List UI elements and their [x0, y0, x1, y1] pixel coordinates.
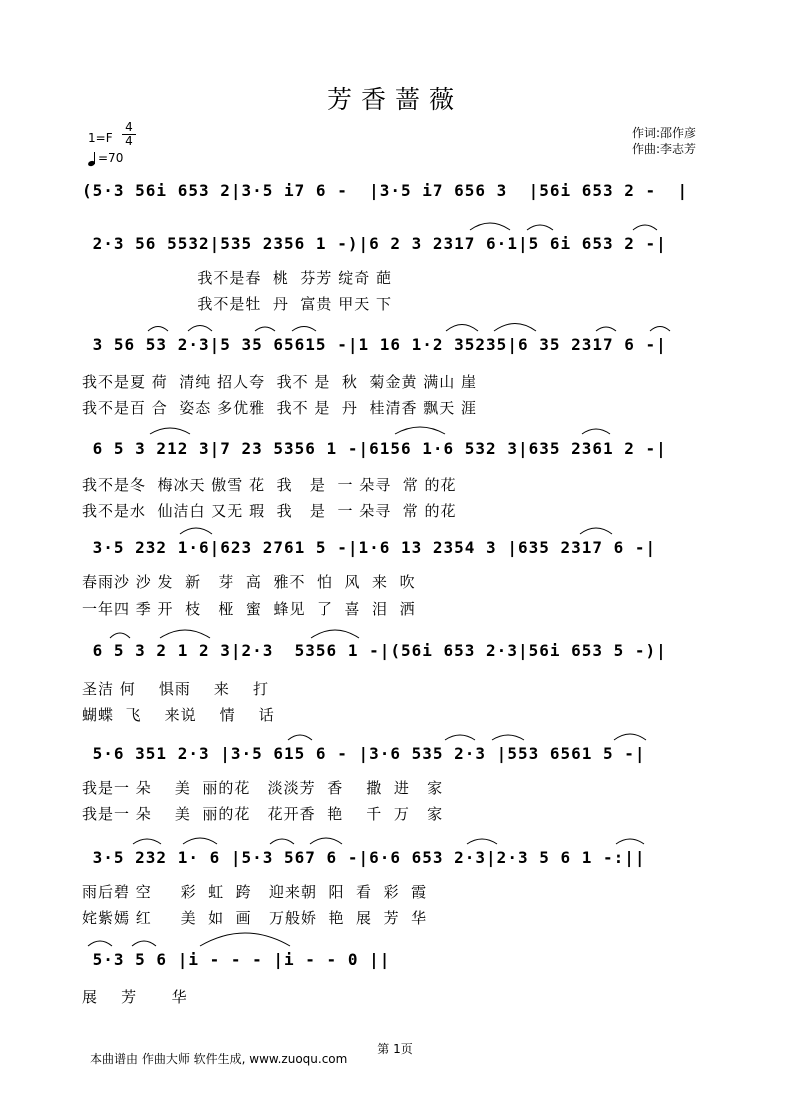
slur-mark [633, 225, 657, 230]
footer-credit: 本曲谱由 作曲大师 软件生成, www.zuoqu.com [90, 1052, 348, 1066]
slur-mark [180, 528, 212, 534]
slur-mark [492, 735, 524, 740]
key-signature: 1=F [88, 131, 113, 145]
slur-mark [148, 327, 168, 332]
lyric-row-8-verse-1: 雨后碧 空 彩 虹 跨 迎来朝 阳 看 彩 霞 [82, 883, 428, 901]
slur-mark [494, 324, 536, 332]
score-row-2: 2·3 56 5532|535 2356 1 -)|6 2 3 2317 6·1|5 6i 653 2 -| [82, 234, 667, 253]
slur-mark [445, 735, 475, 740]
slur-mark [133, 839, 161, 844]
slur-mark [255, 327, 275, 331]
song-title: 芳香蔷薇 [326, 85, 463, 114]
score-row-6: 6 5 3 2 1 2 3|2·3 5356 1 -|(56i 653 2·3|56i 653 5 -)| [82, 641, 667, 660]
slur-mark [470, 223, 510, 230]
lyricist: 作词:邵作彦 [632, 126, 697, 140]
slur-mark [582, 429, 610, 434]
score-row-7: 5·6 351 2·3 |3·5 615 6 - |3·6 535 2·3 |553 6561 5 -| [82, 744, 646, 763]
slur-mark [467, 839, 497, 844]
slur-mark [270, 839, 294, 844]
slur-mark [616, 839, 644, 844]
lyric-row-5-verse-2: 一年四 季 开 枝 桠 蜜 蜂见 了 喜 泪 洒 [82, 600, 416, 618]
tempo-value: =70 [98, 151, 124, 165]
slur-mark [132, 941, 156, 946]
lyric-row-4-verse-2: 我不是水 仙洁白 又无 瑕 我 是 一 朵寻 常 的花 [82, 502, 457, 520]
slur-mark [527, 225, 553, 230]
slur-mark [614, 734, 646, 740]
score-row-3: 3 56 53 2·3|5 35 65615 -|1 16 1·2 35235|6 35 2317 6 -| [82, 335, 667, 354]
time-signature-top: 4 [125, 120, 133, 134]
lyric-row-6-verse-1: 圣洁 何 惧雨 来 打 [82, 680, 269, 698]
lyric-row-2-verse-1: 我不是春 桃 芬芳 绽奇 葩 [82, 269, 392, 287]
slur-mark [311, 630, 359, 638]
lyric-row-7-verse-1: 我是一 朵 美 丽的花 淡淡芳 香 撒 进 家 [82, 779, 444, 797]
score-row-9: 5·3 5 6 |i - - - |i - - 0 || [82, 950, 391, 969]
slur-mark [650, 327, 670, 332]
lyric-row-4-verse-1: 我不是冬 梅冰天 傲雪 花 我 是 一 朵寻 常 的花 [82, 476, 457, 494]
lyric-row-5-verse-1: 春雨沙 沙 发 新 芽 高 雅不 怕 风 来 吹 [82, 573, 416, 591]
lyric-row-3-verse-2: 我不是百 合 姿态 多优雅 我不 是 丹 桂清香 飘天 涯 [82, 399, 477, 417]
slur-mark [110, 633, 130, 638]
slur-mark [292, 327, 316, 332]
lyric-row-2-verse-2: 我不是牡 丹 富贵 甲天 下 [82, 295, 392, 313]
slur-mark [446, 325, 478, 332]
slur-mark [596, 327, 616, 331]
slur-mark [188, 326, 212, 332]
slur-mark [88, 941, 112, 946]
page-number: 第 1页 [377, 1042, 413, 1056]
slur-mark [160, 630, 210, 638]
lyric-row-9-verse-1: 展 芳 华 [82, 988, 188, 1006]
slur-mark [310, 838, 342, 844]
slur-mark [580, 528, 612, 534]
slur-mark [150, 428, 190, 434]
score-row-4: 6 5 3 212 3|7 23 5356 1 -|6156 1·6 532 3|635 2361 2 -| [82, 439, 667, 458]
lyric-row-3-verse-1: 我不是夏 荷 清纯 招人夸 我不 是 秋 菊金黄 满山 崖 [82, 373, 477, 391]
slur-mark [200, 933, 290, 946]
composer: 作曲:李志芳 [632, 142, 697, 156]
lyric-row-8-verse-2: 姹紫嫣 红 美 如 画 万般娇 艳 展 芳 华 [82, 909, 428, 927]
slur-mark [395, 427, 445, 434]
lyric-row-6-verse-2: 蝴蝶 飞 来说 情 话 [82, 706, 275, 724]
lyric-row-7-verse-2: 我是一 朵 美 丽的花 花开香 艳 千 万 家 [82, 805, 444, 823]
score-row-8: 3·5 232 1· 6 |5·3 567 6 -|6·6 653 2·3|2·3 5 6 1 -:|| [82, 848, 646, 867]
slur-mark [288, 735, 312, 740]
score-row-5: 3·5 232 1·6|623 2761 5 -|1·6 13 2354 3 |635 2317 6 -| [82, 538, 657, 557]
slur-mark [183, 838, 217, 844]
time-signature-bottom: 4 [122, 134, 136, 148]
score-row-1: (5·3 56i 653 2|3·5 i7 6 - |3·5 i7 656 3 |56i 653 2 - | [82, 181, 689, 200]
